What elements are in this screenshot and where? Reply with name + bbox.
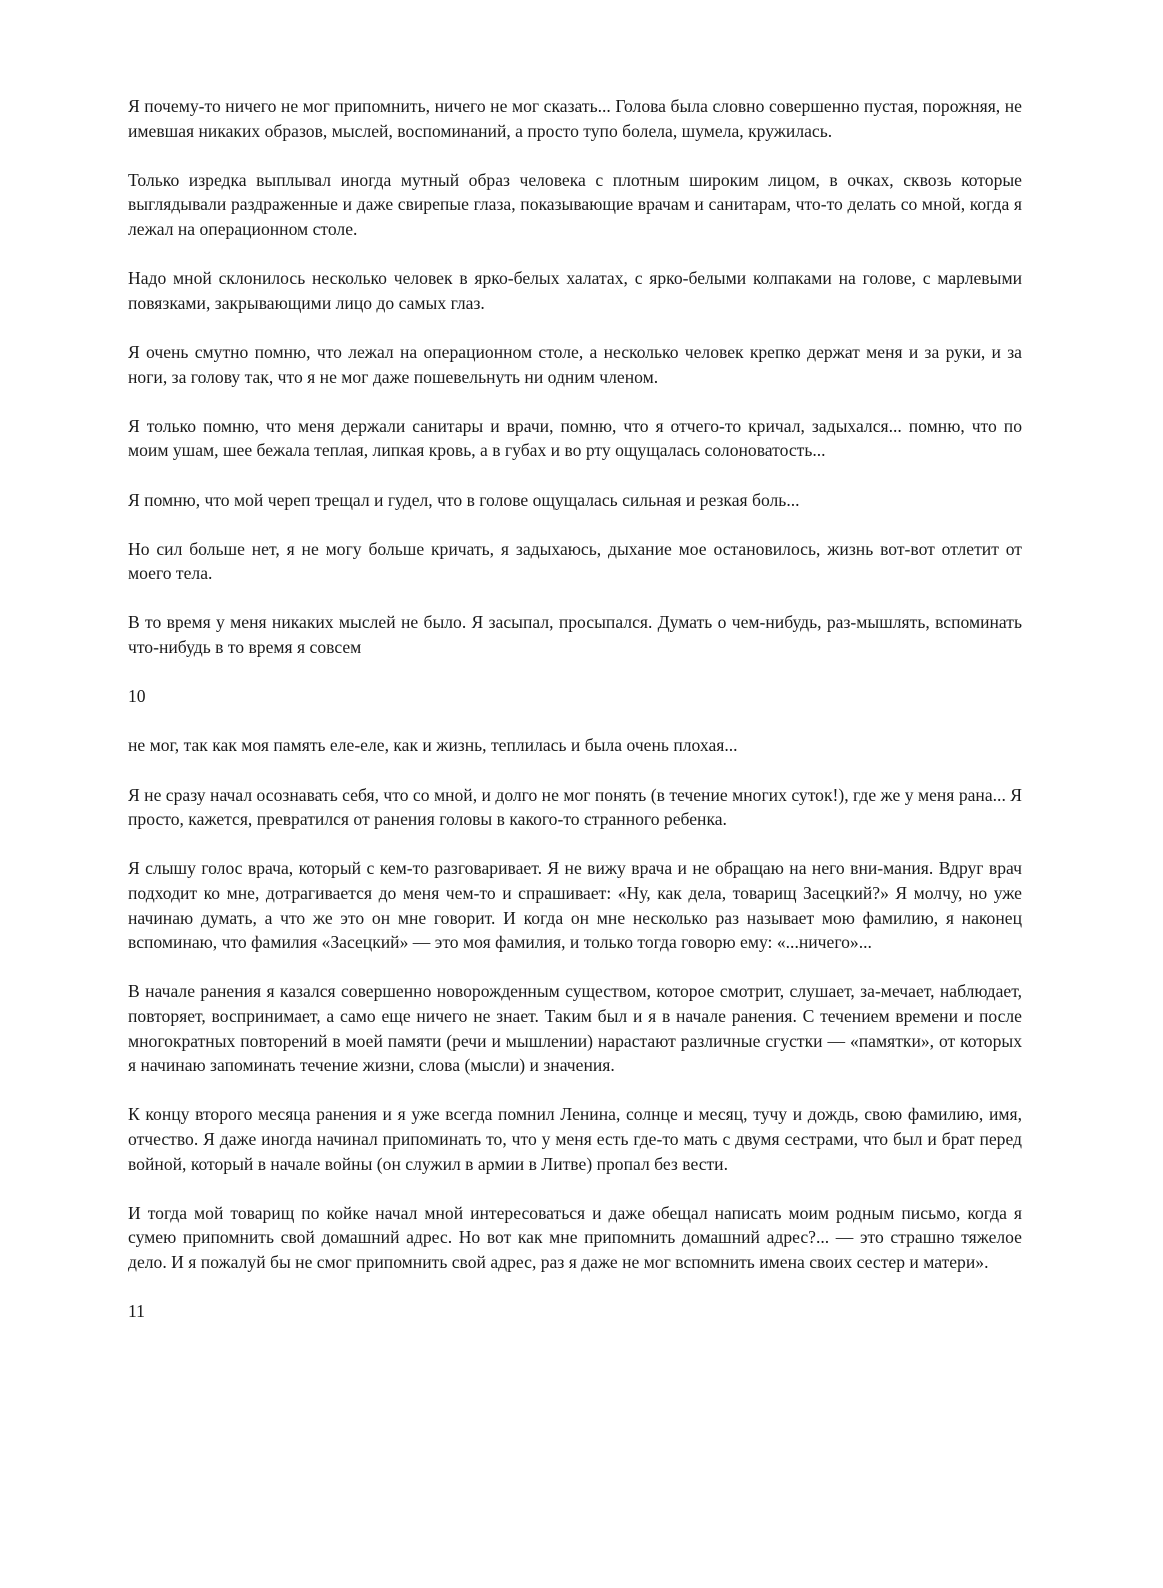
paragraph: Но сил больше нет, я не могу больше кричать, я задыхаюсь, дыхание мое остановилось, жизнь вот-вот отлетит от моего тела. [128,538,1022,584]
paragraph: К концу второго месяца ранения и я уже всегда помнил Ленина, солнце и месяц, тучу и дождь, свою фамилию, имя, отчество. Я даже иногда начинал припоминать то, что у меня есть где-то мать с двумя сестрами, что был и брат перед войной, который в начале войны (он служил в армии в Литве) пропал без вести. [128,1104,1022,1174]
paragraph: В то время у меня никаких мыслей не было. Я засыпал, просыпался. Думать о чем-нибудь, раз-мышлять, вспоминать что-нибудь в то время я совсем [128,612,1022,658]
paragraph: Надо мной склонилось несколько человек в ярко-белых халатах, с ярко-белыми колпаками на голове, с марлевыми повязками, закрывающими лицо до самых глаз. [128,268,1022,313]
paragraph: Я только помню, что меня держали санитары и врачи, помню, что я отчего-то кричал, задыхался... помню, что по моим ушам, шее бежала теплая, липкая кровь, а в губах и во рту ощущалась солоноватость... [128,415,1022,461]
page-number-bottom: 11 [128,1301,145,1322]
paragraph: Я почему-то ничего не мог припомнить, ничего не мог сказать... Голова была словно совершенно пустая, порожняя, не имевшая никаких образов, мыслей, воспоминаний, а просто тупо болела, шумела, кружилась. [128,96,1022,141]
paragraph: Я слышу голос врача, который с кем-то разговаривает. Я не вижу врача и не обращаю на него вни-мания. Вдруг врач подходит ко мне, дотрагивается до меня чем-то и спрашивает: «Ну, как дела, товарищ Засецкий?» Я молчу, но уже начинаю думать, а что же это он мне говорит. И когда он мне несколько раз называет мою фамилию, я наконец вспоминаю, что фамилия «Засецкий» — это моя фамилия, и только тогда говорю ему: «...ничего»... [128,858,1022,953]
paragraph: не мог, так как моя память еле-еле, как и жизнь, теплилась и была очень плохая... [128,735,738,756]
paragraph: В начале ранения я казался совершенно новорожденным существом, которое смотрит, слушает, за-мечает, наблюдает, повторяет, воспринимает, а само еще ничего не знает. Таким был и я в начале ранения. С течением времени и после многократных повторений в моей памяти (речи и мышлении) нарастают различные сгустки — «памятки», от которых я начинаю запоминать течение жизни, слова (мысли) и значения. [128,981,1022,1076]
paragraph: И тогда мой товарищ по койке начал мной интересоваться и даже обещал написать моим родным письмо, когда я сумею припомнить свой домашний адрес. Но вот как мне припомнить домашний адрес?... — это страшно тяжелое дело. И я пожалуй бы не смог припомнить свой адрес, раз я даже не мог вспомнить имена своих сестер и матери». [128,1202,1022,1272]
paragraph: Только изредка выплывал иногда мутный образ человека с плотным широким лицом, в очках, сквозь которые выглядывали раздраженные и даже свирепые глаза, показывающие врачам и санитарам, что-то делать со мной, когда я лежал на операционном столе. [128,169,1022,239]
paragraph: Я помню, что мой череп трещал и гудел, что в голове ощущалась сильная и резкая боль... [128,489,800,510]
paragraph: Я очень смутно помню, что лежал на операционном столе, а несколько человек крепко держат меня и за руки, и за ноги, за голову так, что я не мог даже пошевельнуть ни одним членом. [128,341,1022,387]
document-page [128,94,1022,1324]
page-number-mid: 10 [128,686,146,707]
paragraph: Я не сразу начал осознавать себя, что со мной, и долго не мог понять (в течение многих суток!), где же у меня рана... Я просто, кажется, превратился от ранения головы в какого-то странного ребенка. [128,784,1022,830]
